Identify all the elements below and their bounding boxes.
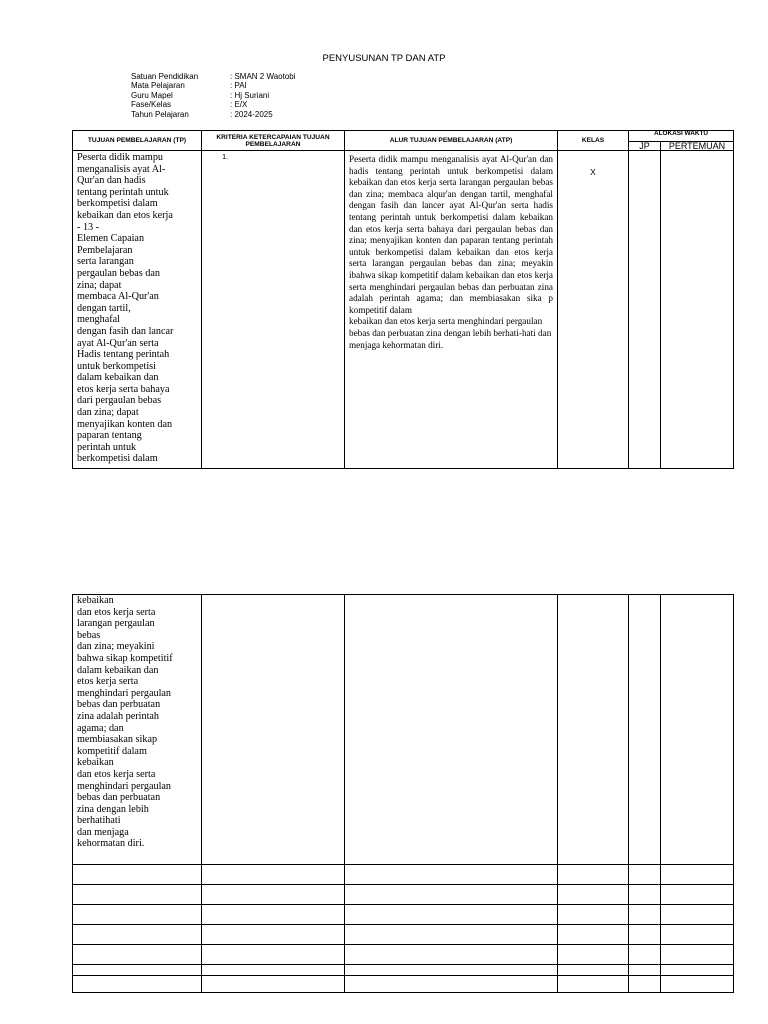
header-alokasi: ALOKASI WAKTU bbox=[629, 131, 734, 142]
tp-line: bebas dan perbuatan bbox=[77, 792, 161, 804]
tp-line: bebas dan perbuatan bbox=[77, 699, 161, 711]
tp-line: zina; dapat bbox=[77, 279, 122, 291]
tp-line: etos kerja serta bahaya bbox=[77, 383, 170, 395]
tp-line: tentang perintah untuk bbox=[77, 186, 169, 198]
pertemuan-cell bbox=[661, 151, 734, 469]
empty-row bbox=[73, 885, 734, 905]
kelas-cell: X bbox=[558, 151, 629, 469]
pertemuan-cell bbox=[661, 595, 734, 865]
tp-line: berhatihati bbox=[77, 815, 121, 827]
tp-line: untuk berkompetisi bbox=[77, 360, 156, 372]
tp-line: kebaikan bbox=[77, 757, 114, 769]
info-label: Fase/Kelas bbox=[131, 100, 172, 110]
tp-line: zina dengan lebih bbox=[77, 803, 149, 815]
document-info bbox=[131, 72, 296, 119]
header-jp: JP bbox=[629, 142, 661, 151]
empty-row bbox=[73, 925, 734, 945]
tp-line: menyajikan konten dan bbox=[77, 418, 173, 430]
tp-line: bebas bbox=[77, 629, 101, 641]
empty-row bbox=[73, 945, 734, 965]
tp-line: - 13 - bbox=[77, 221, 100, 233]
tp-line: membiasakan sikap bbox=[77, 734, 158, 746]
tp-line: larangan pergaulan bbox=[77, 618, 155, 630]
tp-line: zina adalah perintah bbox=[77, 710, 160, 722]
kktp-cell: 1. bbox=[202, 151, 345, 469]
info-row-fase bbox=[131, 100, 296, 109]
header-atp: ALUR TUJUAN PEMBELAJARAN (ATP) bbox=[345, 131, 558, 151]
tp-line: Peserta didik mampu bbox=[77, 152, 164, 163]
tp-line: Pembelajaran bbox=[77, 244, 133, 256]
info-label: Tahun Pelajaran bbox=[131, 109, 189, 119]
tp-line: kehormatan diri. bbox=[77, 838, 145, 850]
kktp-cell bbox=[202, 595, 345, 865]
info-label: Mata Pelajaran bbox=[131, 81, 185, 91]
jp-cell bbox=[629, 151, 661, 469]
info-row-guru bbox=[131, 91, 296, 100]
tp-line: dengan tartil, bbox=[77, 302, 131, 314]
tp-line: menghindari pergaulan bbox=[77, 780, 172, 792]
header-kelas: KELAS bbox=[558, 131, 629, 151]
info-value: : SMAN 2 Waotobi bbox=[230, 72, 296, 81]
info-value: : PAI bbox=[230, 81, 247, 91]
tp-line: menganalisis ayat Al- bbox=[77, 163, 166, 175]
tp-line: menghafal bbox=[77, 314, 120, 326]
tp-line: membaca Al-Qur'an bbox=[77, 291, 159, 303]
tp-line: Hadis tentang perintah bbox=[77, 349, 170, 361]
tp-line: serta larangan bbox=[77, 256, 134, 268]
page-title: PENYUSUNAN TP DAN ATP bbox=[322, 53, 446, 64]
tp-line: kebaikan bbox=[77, 595, 114, 606]
tp-line: berkompetisi dalam bbox=[77, 453, 158, 465]
tp-line: dalam kebaikan dan bbox=[77, 664, 159, 676]
tp-line: paparan tentang bbox=[77, 430, 142, 442]
empty-row bbox=[73, 965, 734, 976]
atp-extra-text: kebaikan dan etos kerja serta menghindari pergaulan bebas dan perbuatan zina dengan lebih berhati-hati dan menjaga kehormatan diri. bbox=[349, 316, 552, 350]
tp-line: dengan fasih dan lancar bbox=[77, 325, 174, 337]
kelas-cell bbox=[558, 595, 629, 865]
tp-line: kompetitif dalam bbox=[77, 745, 147, 757]
tp-line: dan menjaga bbox=[77, 826, 129, 838]
tp-line: berkompetisi dalam bbox=[77, 198, 158, 210]
info-row-mapel bbox=[131, 81, 296, 90]
empty-row bbox=[73, 976, 734, 993]
atp-cell bbox=[345, 595, 558, 865]
tp-line: perintah untuk bbox=[77, 441, 137, 453]
tp-line: pergaulan bebas dan bbox=[77, 267, 160, 279]
tp-line: kebaikan dan etos kerja bbox=[77, 209, 173, 221]
info-row-satuan bbox=[131, 72, 296, 81]
tp-line: dan zina; meyakini bbox=[77, 641, 155, 653]
tp-cell bbox=[73, 151, 202, 469]
tp-line: dalam kebaikan dan bbox=[77, 372, 159, 384]
tp-atp-table-continued bbox=[72, 594, 734, 993]
tp-atp-table bbox=[72, 130, 734, 469]
header-tp: TUJUAN PEMBELAJARAN (TP) bbox=[73, 131, 202, 151]
tp-line: dan etos kerja serta bbox=[77, 768, 156, 780]
tp-line: dan etos kerja serta bbox=[77, 606, 156, 618]
tp-line: agama; dan bbox=[77, 722, 124, 734]
atp-cell bbox=[345, 151, 558, 469]
jp-cell bbox=[629, 595, 661, 865]
header-kktp: KRITERIA KETERCAPAIAN TUJUAN PEMBELAJARAN bbox=[202, 131, 345, 151]
tp-line: Qur'an dan hadis bbox=[77, 175, 146, 187]
atp-main-text: Peserta didik mampu menganalisis ayat Al-Qur'an dan hadis tentang perintah untuk berkompetisi dalam kebaikan dan etos kerja serta larangan pergaulan bebas dan zina; membaca alqur'an dengan tartil, menghafal dengan fasih dan lancer ayat Al-Qur'an serta hadis tentang perintah untuk berkompetisi dalam kebaikan dan etos kerja serta bahaya dari pergaulan bebas dan zina; menyajikan konten dan paparan tentang perintah untuk berkompetisi dalam kebaikan dan etos kerja serta larangan pergaulan bebas dan zina; meyakin ibahwa sikap kompetitif dalam kebaikan dan etos kerja serta menghindari pergaulan bebas dan perbuatan zina adalah perintah agama; dan membiasakan sika p kompetitif dalam bbox=[349, 154, 553, 315]
empty-row bbox=[73, 905, 734, 925]
info-label: Guru Mapel bbox=[131, 90, 173, 100]
tp-line: dari pergaulan bebas bbox=[77, 395, 162, 407]
info-value: : Hj Suriani bbox=[230, 90, 270, 100]
tp-cell bbox=[73, 595, 202, 865]
info-row-tahun bbox=[131, 110, 296, 119]
info-label: Satuan Pendidikan bbox=[131, 72, 199, 81]
info-value: : E/X bbox=[230, 100, 248, 110]
tp-line: menghindari pergaulan bbox=[77, 687, 172, 699]
tp-line: dan zina; dapat bbox=[77, 407, 139, 419]
tp-line: Elemen Capaian bbox=[77, 233, 145, 245]
header-pertemuan: PERTEMUAN bbox=[661, 142, 734, 151]
tp-line: etos kerja serta bbox=[77, 676, 139, 688]
info-value: : 2024-2025 bbox=[230, 109, 273, 119]
empty-row bbox=[73, 865, 734, 885]
tp-line: ayat Al-Qur'an serta bbox=[77, 337, 159, 349]
tp-line: bahwa sikap kompetitif bbox=[77, 652, 173, 664]
